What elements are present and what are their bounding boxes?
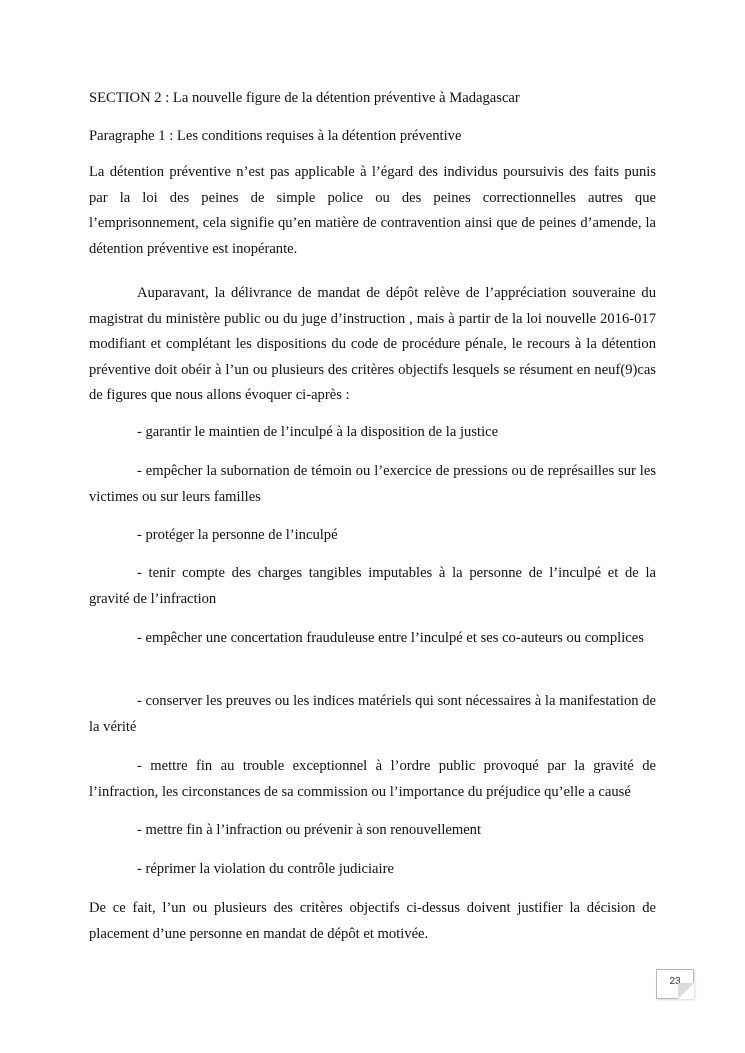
paragraph-heading: Paragraphe 1 : Les conditions requises à la détention préventive	[89, 128, 462, 144]
criteria-item: - tenir compte des charges tangibles imputables à la personne de l’inculpé et de la gravité de l’infraction	[89, 565, 656, 607]
criteria-item: - protéger la personne de l’inculpé	[137, 527, 338, 543]
criteria-item: - garantir le maintien de l’inculpé à la disposition de la justice	[137, 424, 499, 440]
page-number: 23	[669, 976, 681, 987]
section-heading: SECTION 2 : La nouvelle figure de la détention préventive à Madagascar	[89, 90, 520, 106]
body-paragraph-1: La détention préventive n’est pas applicable à l’égard des individus poursuivis des faits punis par la loi des peines de simple police ou des peines correctionnelles autres que l’emprisonnement, cela signifie qu’en matière de contravention ainsi que de peines d’amende, la détention préventive est inopérante.	[89, 164, 656, 257]
body-paragraph-2: Auparavant, la délivrance de mandat de dépôt relève de l’appréciation souveraine du magistrat du ministère public ou du juge d’instruction , mais à partir de la loi nouvelle 2016-017 modifiant et complétant les dispositions du code de procédure pénale, le recours à la détention préventive doit obéir à l’un ou plusieurs des critères objectifs lesquels se résument en neuf(9)cas de figures que nous allons évoquer ci-après :	[89, 285, 656, 403]
criteria-item: - empêcher une concertation frauduleuse entre l’inculpé et ses co-auteurs ou complices	[137, 630, 644, 646]
body-paragraph-3: De ce fait, l’un ou plusieurs des critères objectifs ci-dessus doivent justifier la décision de placement d’une personne en mandat de dépôt et motivée.	[89, 900, 656, 942]
criteria-item: - mettre fin à l’infraction ou prévenir à son renouvellement	[137, 822, 482, 838]
page-number-box	[656, 969, 694, 999]
criteria-item: - mettre fin au trouble exceptionnel à l’ordre public provoqué par la gravité de l’infraction, les circonstances de sa commission ou l’importance du préjudice qu’elle a causé	[89, 758, 656, 800]
criteria-item: - empêcher la subornation de témoin ou l’exercice de pressions ou de représailles sur les victimes ou sur leurs familles	[89, 463, 656, 505]
criteria-item: - conserver les preuves ou les indices matériels qui sont nécessaires à la manifestation de la vérité	[89, 693, 656, 735]
criteria-item: - réprimer la violation du contrôle judiciaire	[137, 861, 394, 877]
